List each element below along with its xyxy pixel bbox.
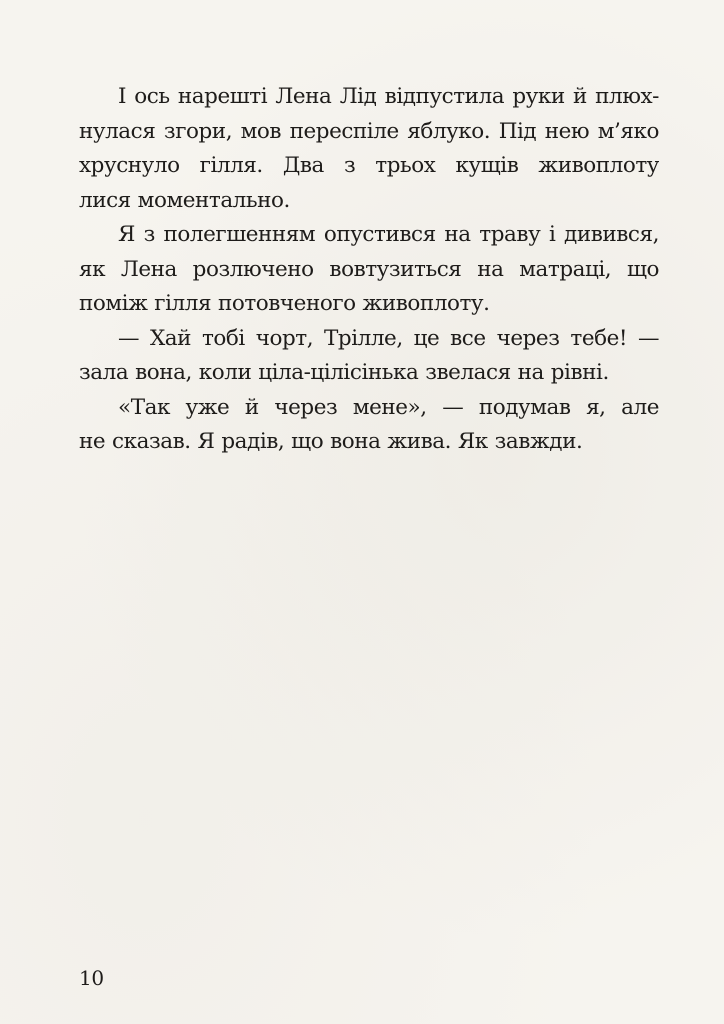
text-line: зала вона, коли ціла-цілісінька звелася на рівні.: [79, 360, 609, 385]
text-line: лися моментально.: [79, 187, 290, 213]
text-line: — Хай тобі чорт, Трілле, це все через тебе! —: [118, 325, 659, 351]
text-line: І ось нарешті Лена Лід відпустила руки й плюх-: [118, 84, 659, 109]
text-line: «Так уже й через мене», — подумав я, але: [118, 394, 659, 420]
paragraph-4: [79, 391, 659, 460]
text-line: як Лена розлючено вовтузиться на матраці, що: [79, 256, 659, 282]
text-line: хруснуло гілля. Два з трьох кущів живоплоту: [79, 153, 659, 178]
text-line: нулася згори, мов переспіле яблуко. Під нею м’яко: [79, 118, 659, 144]
page-number: 10: [79, 966, 104, 990]
paragraph-1: [79, 80, 659, 218]
paragraph-3: [79, 322, 659, 391]
text-line: поміж гілля потовченого живоплоту.: [79, 291, 490, 316]
text-line: Я з полегшенням опустився на траву і дивився,: [118, 222, 659, 247]
text-line: не сказав. Я радів, що вона жива. Як завжди.: [79, 429, 583, 454]
paragraph-2: [79, 218, 659, 322]
body-text: [79, 80, 659, 460]
